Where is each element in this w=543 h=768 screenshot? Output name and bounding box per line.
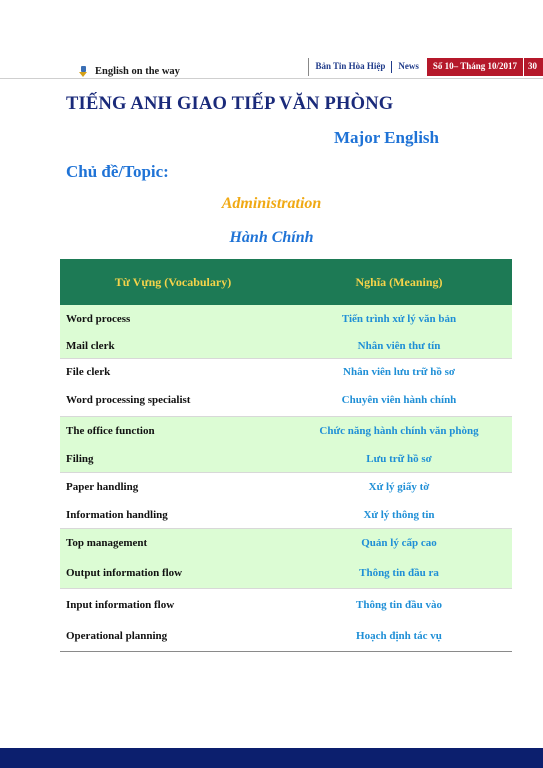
vocab-word: Paper handling — [66, 481, 139, 493]
vocab-word: Operational planning — [66, 629, 168, 642]
column-header-meaning: Nghĩa (Meaning) — [355, 274, 443, 289]
vocab-meaning: Thông tin đầu vào — [356, 598, 442, 611]
section-tag — [78, 66, 180, 77]
vocab-meaning: Xử lý giấy tờ — [368, 481, 430, 493]
table-row — [60, 557, 512, 588]
table-row — [60, 501, 512, 528]
vocab-meaning: Chuyên viên hành chính — [341, 394, 457, 406]
vocab-word: Word process — [66, 313, 131, 325]
masthead-news: News — [398, 61, 419, 71]
table-row — [60, 620, 512, 651]
table-row — [60, 359, 512, 384]
vocabulary-table — [60, 259, 512, 652]
topic-english: Administration — [221, 195, 322, 212]
vocab-word: Output information flow — [66, 566, 183, 579]
vocab-meaning: Hoạch định tác vụ — [356, 629, 442, 642]
vocab-meaning: Nhân viên thư tín — [357, 339, 441, 352]
issue-label: Số 10– Tháng 10/2017 — [427, 58, 523, 76]
vocab-word: Word processing specialist — [66, 394, 191, 406]
topic-label: Chủ đề/Topic: — [66, 162, 169, 181]
vocab-meaning: Tiến trình xử lý văn bản — [341, 313, 457, 325]
footer-bar — [0, 748, 543, 768]
vocab-word: Filing — [66, 452, 94, 465]
topic-vietnamese: Hành Chính — [229, 229, 314, 246]
masthead-name: Bản Tin Hòa Hiệp — [308, 58, 391, 76]
table-bottom-rule — [60, 651, 512, 652]
table-row — [60, 589, 512, 620]
table-row — [60, 305, 512, 333]
section-label: English on the way — [95, 66, 180, 77]
vocab-meaning: Thông tin đầu ra — [359, 566, 439, 579]
vocab-word: Input information flow — [66, 598, 175, 611]
table-header — [60, 259, 512, 305]
subtitle: Major English — [333, 128, 439, 147]
vocab-meaning: Nhân viên lưu trữ hồ sơ — [343, 365, 455, 378]
table-row — [60, 445, 512, 472]
vocab-meaning: Lưu trữ hồ sơ — [366, 452, 432, 465]
vocab-word: Top management — [66, 537, 148, 549]
header-rule — [0, 78, 543, 79]
table-row — [60, 417, 512, 445]
vocab-word: Mail clerk — [66, 339, 115, 352]
vocab-word: The office function — [66, 425, 155, 437]
masthead — [308, 58, 543, 76]
page-title: TIẾNG ANH GIAO TIẾP VĂN PHÒNG — [66, 94, 394, 114]
table-row — [60, 473, 512, 501]
pen-nib-icon — [78, 66, 89, 77]
column-header-vocabulary: Từ Vựng (Vocabulary) — [114, 274, 232, 289]
vocab-word: File clerk — [66, 365, 111, 378]
page-number: 30 — [523, 58, 543, 76]
vocab-meaning: Chức năng hành chính văn phòng — [319, 425, 479, 437]
table-row — [60, 529, 512, 557]
table-row — [60, 384, 512, 416]
table-row — [60, 333, 512, 358]
vocab-meaning: Quản lý cấp cao — [361, 537, 437, 549]
vocab-meaning: Xử lý thông tin — [363, 508, 435, 521]
vocab-word: Information handling — [66, 508, 168, 521]
